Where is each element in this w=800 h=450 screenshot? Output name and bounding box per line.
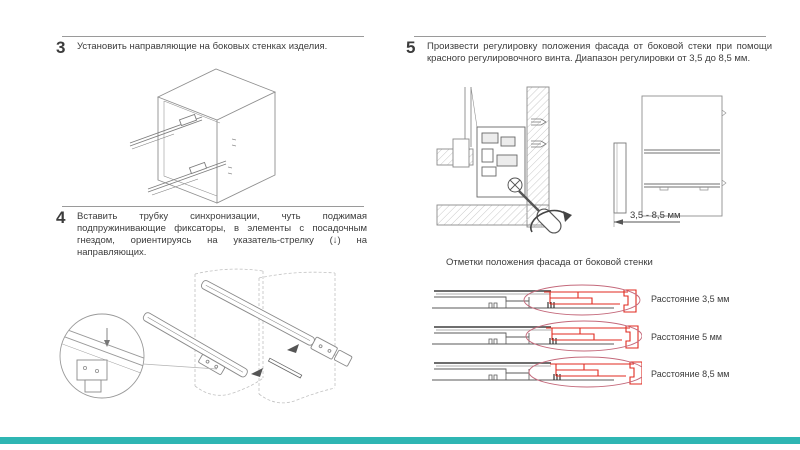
footer-accent-bar	[0, 437, 800, 444]
red-adjuster-parts	[544, 290, 636, 312]
marks-section-title: Отметки положения фасада от боковой стенки	[446, 257, 653, 268]
figure-sync-tube-insertion	[45, 268, 390, 433]
step4-number: 4	[56, 208, 66, 227]
adjustment-range-label: 3,5 - 8,5 мм	[630, 210, 681, 221]
insert-arrow	[287, 344, 299, 353]
side-wall	[642, 96, 722, 216]
figure-facade-mark-5	[432, 320, 642, 360]
lower-slide	[138, 311, 249, 386]
latch-ticks	[554, 374, 560, 380]
highlight-ellipse	[529, 357, 642, 387]
mark-label-8-5: Расстояние 8,5 мм	[651, 369, 730, 379]
facade-panel	[614, 143, 626, 213]
latch-ticks	[548, 302, 554, 308]
facade-panel-edge	[453, 87, 480, 167]
red-adjuster-parts	[546, 326, 638, 348]
step3-divider	[62, 36, 364, 37]
highlight-ellipse	[526, 321, 642, 351]
red-adjuster-parts	[550, 362, 642, 384]
insert-arrow	[251, 368, 263, 377]
step4-divider	[62, 206, 364, 207]
lower-slide	[148, 161, 226, 195]
figure-facade-gap-side-view	[600, 90, 770, 232]
step4-text: Вставить трубку синхронизации, чуть поджимая подпружинивающие фиксаторы, в элементы с посадочным гнездом, ориентируясь на указатель-стрелку (↓) на направляющих.	[77, 211, 367, 258]
upper-rail	[644, 150, 720, 153]
adjustment-screw	[508, 178, 522, 192]
mark-label-5: Расстояние 5 мм	[651, 332, 722, 342]
mark-label-3-5: Расстояние 3,5 мм	[651, 294, 730, 304]
figure-facade-mark-8-5	[432, 356, 642, 396]
detail-circle	[60, 314, 144, 398]
step5-number: 5	[406, 38, 416, 57]
figure-facade-mark-3-5	[432, 284, 642, 324]
step3-number: 3	[56, 38, 66, 57]
step3-text: Установить направляющие на боковых стенках изделия.	[77, 41, 328, 52]
lower-rail	[644, 184, 720, 187]
upper-slide	[130, 114, 202, 149]
latch-ticks	[550, 338, 556, 344]
step5-text: Произвести регулировку положения фасада от боковой стеки при помощи красного регулировочного винта. Диапазон регулировки от 3,5 до 8,5 мм.	[427, 41, 772, 64]
highlight-ellipse	[524, 285, 640, 315]
step5-divider	[414, 36, 766, 37]
figure-cabinet-installation	[128, 55, 310, 207]
figure-adjustment-cross-section	[435, 85, 615, 250]
upper-slide	[199, 278, 353, 368]
